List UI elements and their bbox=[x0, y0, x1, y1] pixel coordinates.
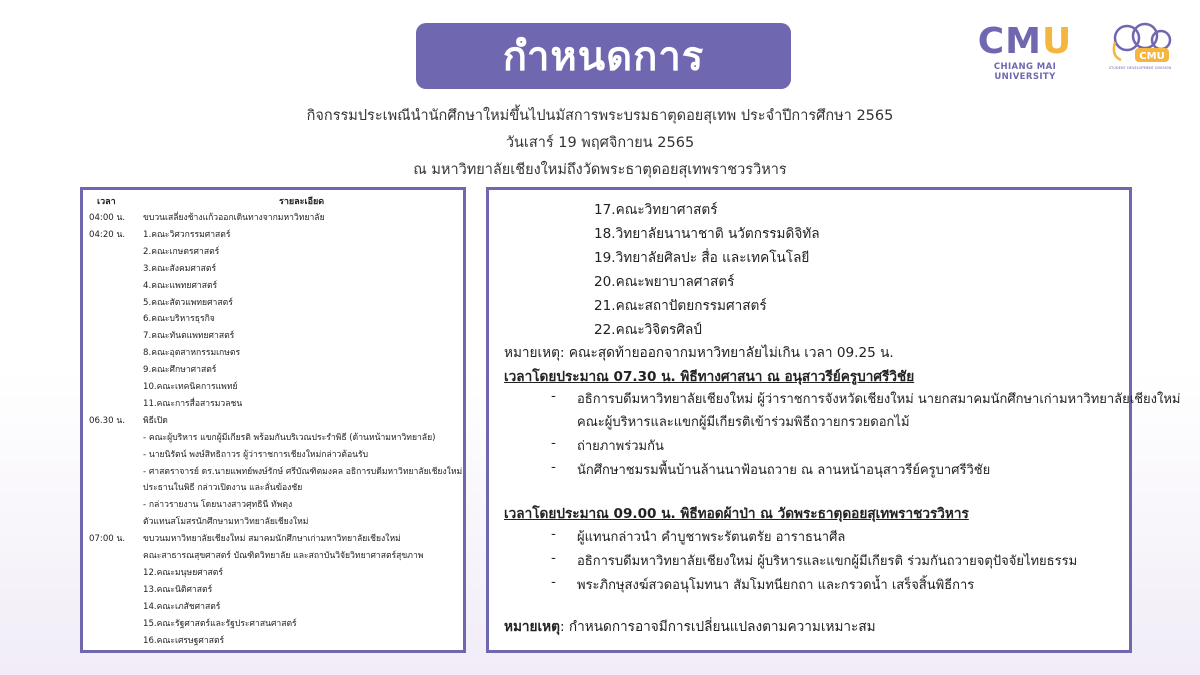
ceremony-details-panel bbox=[486, 187, 1181, 653]
row-detail: 3.คณะสังคมศาสตร์ bbox=[143, 263, 217, 274]
elephant-logo-icon bbox=[1107, 20, 1173, 76]
note-label: หมายเหตุ bbox=[504, 619, 560, 635]
section1-item: ถ่ายภาพร่วมกัน bbox=[577, 439, 664, 454]
note-last-faculty: หมายเหตุ: คณะสุดท้ายออกจากมหาวิทยาลัยไม่เกิน เวลา 09.25 น. bbox=[504, 345, 894, 361]
row-detail: 12.คณะมนุษยศาสตร์ bbox=[143, 567, 223, 578]
row-detail: 7.คณะทันตแพทยศาสตร์ bbox=[143, 331, 235, 342]
column-header-time: เวลา bbox=[97, 197, 116, 207]
subtitle-line-2: วันเสาร์ 19 พฤศจิกายน 2565 bbox=[505, 135, 695, 151]
row-detail: ประธานในพิธี กล่าวเปิดงาน และลั่นฆ้องชัย bbox=[143, 483, 303, 494]
section1-item-continued: คณะผู้บริหารและแขกผู้มีเกียรติเข้าร่วมพิธีถวายกรวยดอกไม้ bbox=[577, 415, 910, 430]
row-time: 04:20 น. bbox=[89, 229, 126, 240]
row-detail: 1.คณะวิศวกรรมศาสตร์ bbox=[143, 229, 231, 240]
row-detail: 16.คณะเศรษฐศาสตร์ bbox=[143, 635, 225, 646]
section-heading-religious-ceremony: เวลาโดยประมาณ 07.30 น. พิธีทางศาสนา ณ อนุสาวรีย์ครูบาศรีวิชัย bbox=[504, 369, 915, 385]
student-development-logo bbox=[1107, 20, 1173, 76]
cmu-logo-subtitle: CHIANG MAI UNIVERSITY bbox=[993, 62, 1057, 82]
row-detail: ขบวนเสลี่ยงช้างแก้วออกเดินทางจากมหาวิทยาลัย bbox=[143, 213, 325, 223]
faculty-item: 22.คณะวิจิตรศิลป์ bbox=[594, 322, 702, 338]
faculty-item: 18.วิทยาลัยนานาชาติ นวัตกรรมดิจิทัล bbox=[594, 226, 820, 242]
row-detail: - คณะผู้บริหาร แขกผู้มีเกียรติ พร้อมกันบริเวณประรำพิธี (ด้านหน้ามหาวิทยาลัย) bbox=[143, 432, 436, 443]
note-text: : กำหนดการอาจมีการเปลี่ยนแปลงตามความเหมาะสม bbox=[559, 619, 876, 635]
section1-item: นักศึกษาชมรมพื้นบ้านล้านนาฟ้อนถวาย ณ ลานหน้าอนุสาวรีย์ครูบาศรีวิชัย bbox=[577, 463, 991, 478]
note-schedule-change bbox=[504, 615, 876, 637]
subtitle-line-1: กิจกรรมประเพณีนำนักศึกษาใหม่ขึ้นไปนมัสการพระบรมธาตุดอยสุเทพ ประจำปีการศึกษา 2565 bbox=[306, 108, 894, 124]
row-detail: 9.คณะศึกษาศาสตร์ bbox=[143, 365, 217, 376]
row-detail: 5.คณะสัตวแพทยศาสตร์ bbox=[143, 297, 233, 308]
row-time: 07:00 น. bbox=[89, 534, 126, 545]
section2-item: อธิการบดีมหาวิทยาลัยเชียงใหม่ ผู้บริหารและแขกผู้มีเกียรติ ร่วมกันถวายจตุปัจจัยไทยธรรม bbox=[577, 554, 1078, 569]
faculty-item: 19.วิทยาลัยศิลปะ สื่อ และเทคโนโลยี bbox=[594, 250, 810, 266]
row-detail: 15.คณะรัฐศาสตร์และรัฐประศาสนศาสตร์ bbox=[143, 618, 297, 629]
column-header-detail: รายละเอียด bbox=[279, 197, 325, 207]
row-detail: 6.คณะบริหารธุรกิจ bbox=[143, 314, 215, 325]
bullet-dash: - bbox=[551, 574, 556, 590]
row-detail: 8.คณะอุตสาหกรรมเกษตร bbox=[143, 348, 241, 359]
row-detail: - นายนิรัตน์ พงษ์สิทธิถาวร ผู้ว่าราชการเชียงใหม่กล่าวต้อนรับ bbox=[143, 449, 369, 460]
row-detail: พิธีเปิด bbox=[143, 415, 168, 426]
cmu-logo bbox=[963, 21, 1087, 82]
sd-logo-small-text: STUDENT DEVELOPMENT DIVISION bbox=[1108, 66, 1172, 70]
bullet-dash: - bbox=[551, 459, 556, 475]
row-detail: 13.คณะนิติศาสตร์ bbox=[143, 584, 213, 595]
row-detail: ขบวนมหาวิทยาลัยเชียงใหม่ สมาคมนักศึกษาเก่ามหาวิทยาลัยเชียงใหม่ bbox=[143, 534, 401, 545]
row-detail: 10.คณะเทคนิคการแพทย์ bbox=[143, 382, 238, 392]
faculty-item: 20.คณะพยาบาลศาสตร์ bbox=[594, 274, 735, 290]
bullet-dash: - bbox=[551, 435, 556, 451]
bullet-dash: - bbox=[551, 550, 556, 566]
row-detail: 14.คณะเภสัชศาสตร์ bbox=[143, 601, 221, 612]
cmu-wordmark: CM bbox=[977, 21, 1042, 62]
row-detail: 4.คณะแพทยศาสตร์ bbox=[143, 280, 218, 291]
row-detail: 11.คณะการสื่อสารมวลชน bbox=[143, 398, 243, 409]
row-detail: - ศาสตราจารย์ ดร.นายแพทย์พงษ์รักษ์ ศรีบัณฑิตมงคล อธิการบดีมหาวิทยาลัยเชียงใหม่ bbox=[143, 466, 463, 477]
page-title-banner bbox=[416, 23, 791, 89]
row-time: 06.30 น. bbox=[89, 415, 125, 426]
faculty-item: 17.คณะวิทยาศาสตร์ bbox=[594, 202, 718, 218]
subtitle-line-3: ณ มหาวิทยาลัยเชียงใหม่ถึงวัดพระธาตุดอยสุเทพราชวรวิหาร bbox=[413, 162, 787, 178]
row-detail: 2.คณะเกษตรศาสตร์ bbox=[143, 246, 220, 257]
bullet-dash: - bbox=[551, 526, 556, 542]
section-heading-robe-offering: เวลาโดยประมาณ 09.00 น. พิธีทอดผ้าป่า ณ วัดพระธาตุดอยสุเทพราชวรวิหาร bbox=[504, 506, 969, 522]
row-time: 04:00 น. bbox=[89, 213, 126, 223]
row-detail: - กล่าวรายงาน โดยนางสาวศุทธินี ทัพตุง bbox=[143, 500, 293, 511]
bullet-dash: - bbox=[551, 388, 556, 404]
section2-item: ผู้แทนกล่าวนำ คำบูชาพระรัตนตรัย อาราธนาศีล bbox=[577, 530, 846, 545]
page-title: กำหนดการ bbox=[502, 34, 705, 80]
schedule-table-panel bbox=[80, 187, 466, 653]
sd-logo-text: CMU bbox=[1139, 51, 1165, 62]
section2-item: พระภิกษุสงฆ์สวดอนุโมทนา สัมโมทนียกถา และกรวดน้ำ เสร็จสิ้นพิธีการ bbox=[577, 578, 975, 593]
row-detail: ตัวแทนสโมสรนักศึกษามหาวิทยาลัยเชียงใหม่ bbox=[143, 517, 309, 528]
cmu-wordmark-u: U bbox=[1042, 21, 1073, 62]
faculty-item: 21.คณะสถาปัตยกรรมศาสตร์ bbox=[594, 298, 767, 314]
section1-item: อธิการบดีมหาวิทยาลัยเชียงใหม่ ผู้ว่าราชการจังหวัดเชียงใหม่ นายกสมาคมนักศึกษาเก่ามหาวิทยาลัยเชียงใหม่ bbox=[577, 392, 1181, 407]
row-detail: คณะสาธารณสุขศาสตร์ บัณฑิตวิทยาลัย และสถาบันวิจัยวิทยาศาสตร์สุขภาพ bbox=[143, 551, 424, 561]
